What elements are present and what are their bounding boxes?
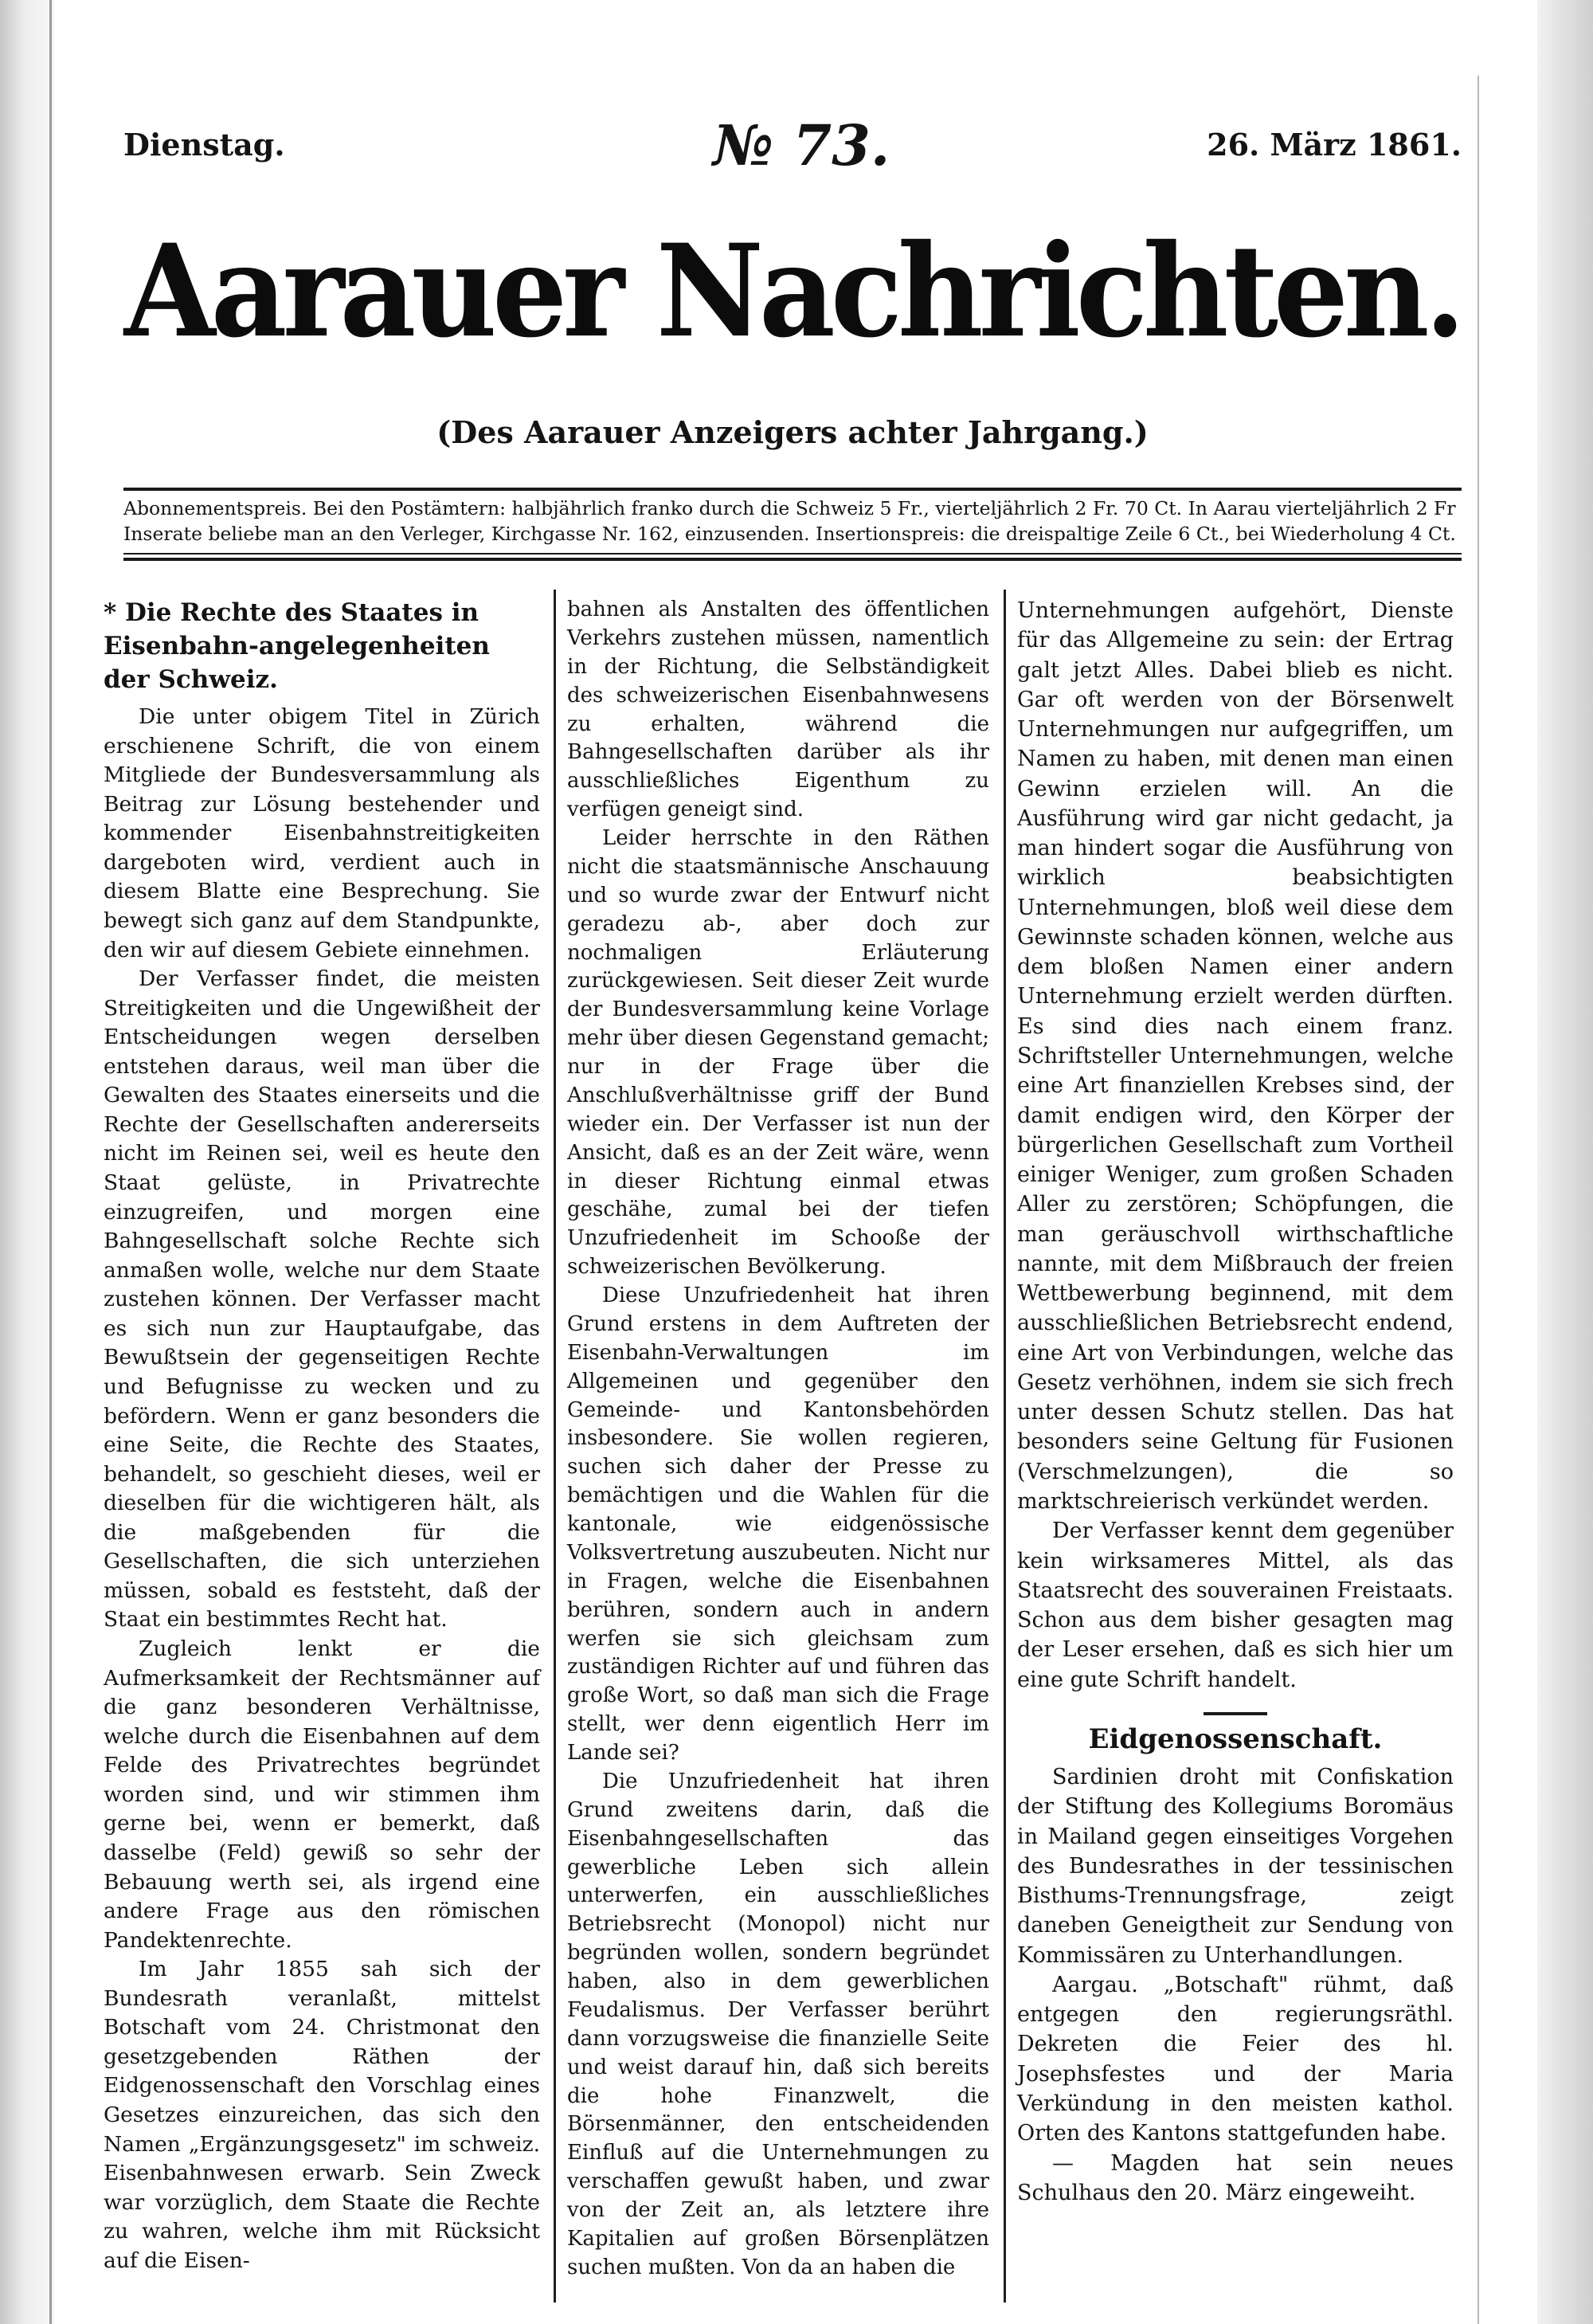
- issue-day: Dienstag.: [123, 127, 285, 163]
- rule-top: [123, 488, 1462, 491]
- rule-bottom: [123, 558, 1462, 561]
- news-item: Aargau. „Botschaft" rühmt, daß entgegen den regierungsräthl. Dekreten die Feier des hl. Josephsfestes und der Maria Verkündung in den meisten kathol. Orten des Kantons stattgefunden habe.: [1017, 1972, 1454, 2146]
- article-paragraph: Der Verfasser findet, die meisten Streitigkeiten und die Ungewißheit der Entscheidungen wegen derselben entstehen daraus, weil man über die Gewalten des Staates einerseits und die Rechte der Gesellschaften andererseits nicht im Reinen sei, weil es heute den Staat gelüste, in Privatrechte einzugreifen, und morgen eine Bahngesellschaft solche Rechte sich anmaßen wolle, welche nur dem Staate zustehen können. Der Verfasser macht es sich nun zur Hauptaufgabe, das Bewußtsein der gegenseitigen Rechte und Befugnisse zu wecken und zu befördern. Wenn er ganz besonders die eine Seite, die Rechte des Staates, behandelt, so geschieht dieses, weil er dieselben für die wichtigeren hält, als die maßgebenden für die Gesellschaften, die sich unterziehen müssen, sobald es feststeht, daß der Staat ein bestimmtes Recht hat.: [104, 966, 540, 1632]
- page-edge-right: [1537, 0, 1593, 2324]
- issue-header: [123, 112, 1462, 178]
- issue-number: № 73.: [713, 112, 890, 178]
- column-1: [104, 596, 540, 2275]
- news-item: — Magden hat sein neues Schulhaus den 20. März eingeweiht.: [1017, 2150, 1454, 2205]
- article-paragraph: Zugleich lenkt er die Aufmerksamkeit der Rechtsmänner auf die ganz besonderen Verhältnisse, welche durch die Eisenbahnen auf dem Felde des Privatrechtes begründet worden sind, und wir stimmen ihm gerne bei, wenn er bemerkt, daß dasselbe (Feld) gewiß so sehr der Bebauung werth sei, als irgend eine andere Frage aus den römischen Pandektenrechte.: [104, 1636, 540, 1953]
- article-paragraph: Unternehmungen aufgehört, Dienste für das Allgemeine zu sein: der Ertrag galt jetzt Alles. Dabei blieb es nicht. Gar oft werden von der Börsenwelt Unternehmungen nur aufgegriffen, um Namen zu haben, mit denen man einen Gewinn erzielen will. An die Ausführung wird gar nicht gedacht, ja man hindert sogar die Ausführung von wirklich beabsichtigten Unternehmungen, bloß weil diese dem Gewinnste schaden können, welche aus dem bloßen Namen einer andern Unternehmung erzielt werden dürften. Es sind dies nach einem franz. Schriftsteller Unternehmungen, welche eine Art finanziellen Krebses sind, der damit endigen wird, den Körper der bürgerlichen Gesellschaft zum Vortheil einiger Weniger, zum großen Schaden Aller zu zerstören; Schöpfungen, die man geräuschvoll wirthschaftliche nannte, mit dem Mißbrauch der freien Wettbewerbung beginnend, mit dem ausschließlichen Betriebsrecht endend, eine Art von Verbindungen, welche das Gesetz verhöhnen, indem sie sich frech unter dessen Schutz stellen. Das hat besonders seine Geltung für Fusionen (Verschmelzungen), die so marktschreierisch verkündet werden.: [1017, 598, 1454, 1514]
- column-2: [567, 596, 989, 2283]
- subscription-line-2: Inserate beliebe man an den Verleger, Kirchgasse Nr. 162, einzusenden. Insertionspreis: die dreispaltige Zeile 6 Ct., bei Wiederholung 4 Ct.: [123, 523, 1456, 545]
- article-paragraph: Diese Unzufriedenheit hat ihren Grund erstens in dem Auftreten der Eisenbahn-Verwaltungen im Allgemeinen und gegenüber den Gemeinde- und Kantonsbehörden insbesondere. Sie wollen regieren, suchen sich daher der Presse zu bemächtigen und die Wahlen für die kantonale, wie eidgenössische Volksvertretung auszubeuten. Nicht nur in Fragen, welche die Eisenbahnen berühren, sondern auch in andern werfen sie sich gleichsam zum zuständigen Richter auf und führen das große Wort, so daß man sich die Frage stellt, wer denn eigentlich Herr im Lande sei?: [567, 1283, 989, 1765]
- article-paragraph: Im Jahr 1855 sah sich der Bundesrath veranlaßt, mittelst Botschaft vom 24. Christmonat den gesetzgebenden Räthen der Eidgenossenschaft den Vorschlag eines Gesetzes einzureichen, das sich den Namen „Ergänzungsgesetz" im schweiz. Eisenbahnwesen erwarb. Sein Zweck war vorzüglich, dem Staate die Rechte zu wahren, welche ihm mit Rücksicht auf die Eisen-: [104, 1957, 540, 2273]
- newspaper-title: Aarauer Nachrichten.: [123, 216, 1462, 366]
- issue-date: 26. März 1861.: [1207, 127, 1462, 163]
- page-edge-right-line: [1478, 76, 1479, 2324]
- article-paragraph: Der Verfasser kennt dem gegenüber kein wirksameres Mittel, als das Staatsrecht des souverainen Freistaats. Schon aus dem bisher gesagten mag der Leser ersehen, daß es sich hier um eine gute Schrift handelt.: [1017, 1519, 1454, 1692]
- article-headline: * Die Rechte des Staates in Eisenbahn-angelegenheiten der Schweiz.: [104, 598, 490, 694]
- article-paragraph: Die unter obigem Titel in Zürich erschienene Schrift, die von einem Mitgliede der Bundesversammlung als Beitrag zur Lösung bestehender und kommender Eisenbahnstreitigkeiten dargeboten wird, verdient auch in diesem Blatte eine Besprechung. Sie bewegt sich ganz auf dem Standpunkte, den wir auf diesem Gebiete einnehmen.: [104, 704, 540, 962]
- section-separator: [1204, 1712, 1267, 1715]
- article-paragraph: bahnen als Anstalten des öffentlichen Verkehrs zustehen müssen, namentlich in der Richtung, die Selbständigkeit des schweizerischen Eisenbahnwesens zu erhalten, während die Bahngesellschaften darüber als ihr ausschließliches Eigenthum zu verfügen geneigt sind.: [567, 598, 989, 822]
- newspaper-subtitle: (Des Aarauer Anzeigers achter Jahrgang.): [436, 414, 1149, 450]
- column-divider-2: [1004, 590, 1006, 2302]
- column-divider-1: [554, 590, 556, 2302]
- binding-shadow-left: [0, 0, 54, 2324]
- news-item: Sardinien droht mit Confiskation der Stiftung des Kollegiums Boromäus in Mailand gegen einseitiges Vorgehen des Bundesrathes in der tessinischen Bisthums-Trennungsfrage, zeigt daneben Geneigtheit zur Sendung von Kommissären zu Unterhandlungen.: [1017, 1765, 1454, 1968]
- section-title: Eidgenossenschaft.: [1088, 1722, 1383, 1755]
- subscription-line-1: Abonnementspreis. Bei den Postämtern: halbjährlich franko durch die Schweiz 5 Fr., vierteljährlich 2 Fr. 70 Ct. In Aarau vierteljährlich 2 Fr: [123, 497, 1456, 519]
- rule-mid: [123, 553, 1462, 555]
- article-paragraph: Die Unzufriedenheit hat ihren Grund zweitens darin, daß die Eisenbahngesellschaften das gewerbliche Leben sich allein unterwerfen, ein ausschließliches Betriebsrecht (Monopol) nicht nur begründen wollen, sondern begründet haben, also in dem gewerblichen Feudalismus. Der Verfasser berührt dann vorzugsweise die finanzielle Seite und weist darauf hin, daß sich bereits die hohe Finanzwelt, die Börsenmänner, den entscheidenden Einfluß auf die Unternehmungen zu verschaffen gewußt haben, und zwar von der Zeit an, als letztere ihre Kapitalien auf großen Börsenplätzen suchen mußten. Von da an haben die: [567, 1769, 989, 2279]
- column-3: [1017, 596, 1454, 2208]
- article-paragraph: Leider herrschte in den Räthen nicht die staatsmännische Anschauung und so wurde zwar der Entwurf nicht geradezu ab-, aber doch zur nochmaligen Erläuterung zurückgewiesen. Seit dieser Zeit wurde der Bundesversammlung keine Vorlage mehr über diesen Gegenstand gemacht; nur in der Frage über die Anschlußverhältnisse griff der Bund wieder ein. Der Verfasser ist nun der Ansicht, daß es an der Zeit wäre, wenn in dieser Richtung einmal etwas geschähe, zumal bei der tiefen Unzufriedenheit im Schooße der schweizerischen Bevölkerung.: [567, 826, 989, 1280]
- page-edge-line: [49, 0, 52, 2324]
